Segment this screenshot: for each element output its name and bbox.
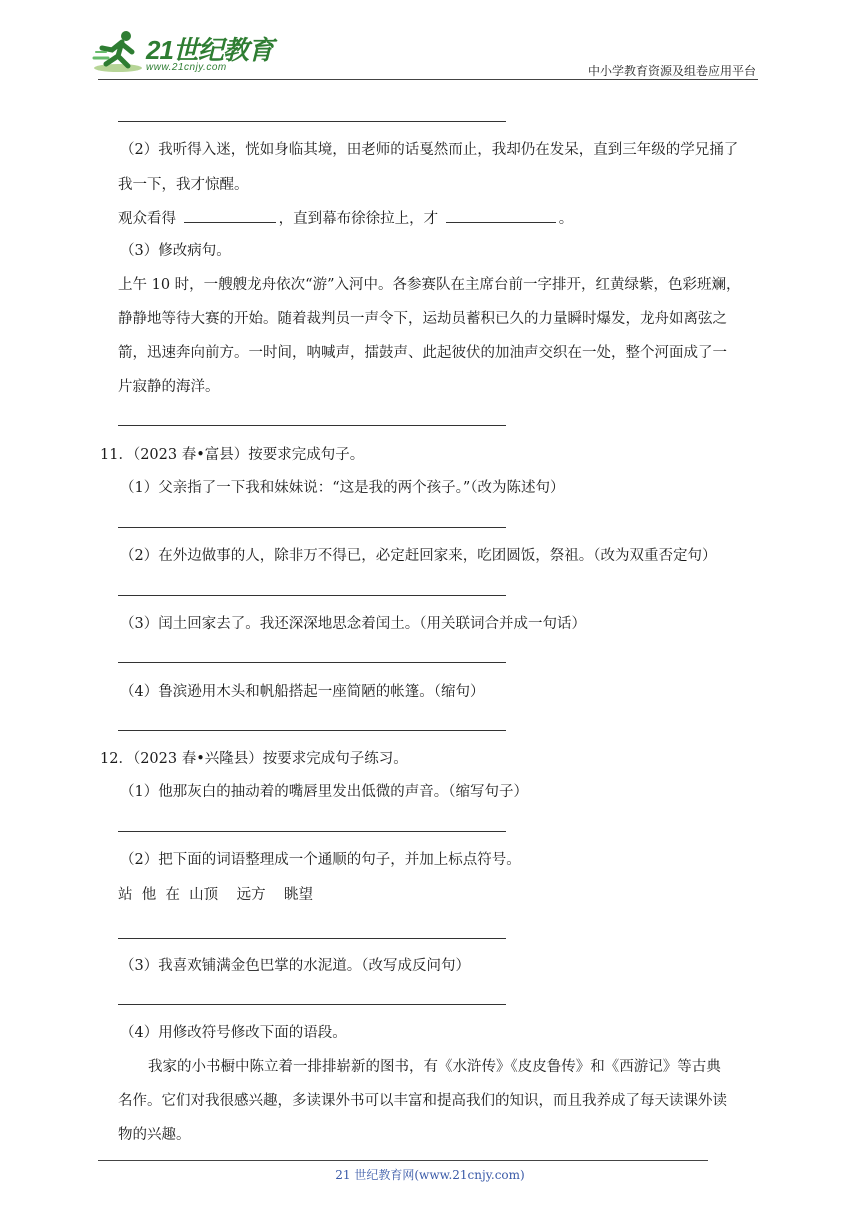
header-divider xyxy=(98,79,758,80)
q12-para-line1: 我家的小书橱中陈立着一排排崭新的图书，有《水浒传》《皮皮鲁传》和《西游记》等古典 xyxy=(148,1059,721,1075)
q10-para-line2: 静静地等待大赛的开始。随着裁判员一声令下，运劫员蓄积已久的力量瞬时爆发，龙舟如离弦之 xyxy=(118,311,727,327)
site-logo[interactable] xyxy=(92,28,273,78)
fill-text-a: 观众看得 xyxy=(118,211,176,227)
footer-divider xyxy=(98,1160,708,1161)
answer-line[interactable] xyxy=(118,595,506,596)
answer-line[interactable] xyxy=(118,1004,506,1005)
answer-line[interactable] xyxy=(118,831,506,832)
q11-sub1: （1）父亲指了一下我和妹妹说：“这是我的两个孩子。”（改为陈述句） xyxy=(120,480,565,496)
footer-link[interactable]: 21 世纪教育网(www.21cnjy.com) xyxy=(335,1168,525,1182)
page-header xyxy=(0,0,860,85)
answer-line[interactable] xyxy=(118,121,506,122)
q12-title: 12．（2023 春•兴隆县）按要求完成句子练习。 xyxy=(100,751,408,767)
runner-logo-icon xyxy=(92,28,146,74)
q12-sub2: （2）把下面的词语整理成一个通顺的句子，并加上标点符号。 xyxy=(120,852,521,868)
q11-sub3: （3）闰土回家去了。我还深深地思念着闰土。（用关联词合并成一句话） xyxy=(120,616,586,632)
q10-para-line1: 上午 10 时，一艘艘龙舟依次“游”入河中。各参赛队在主席台前一字排开，红黄绿紫，色彩班斓， xyxy=(118,277,741,293)
q12-para-line3: 物的兴趣。 xyxy=(118,1127,191,1143)
answer-line[interactable] xyxy=(118,662,506,663)
q11-sub4: （4）鲁滨逊用木头和帆船搭起一座简陋的帐篷。（缩句） xyxy=(120,684,485,700)
q10-para-line3: 箭，迅速奔向前方。一时间，呐喊声，擂鼓声、此起彼伏的加油声交织在一处，整个河面成了一 xyxy=(118,345,727,361)
q10-sub2-line1: （2）我听得入迷，恍如身临其境，田老师的话戛然而止，我却仍在发呆，直到三年级的学兄捅了 xyxy=(120,142,739,158)
q12-para-line2: 名作。它们对我很感兴趣，多读课外书可以丰富和提高我们的知识，而且我养成了每天读课外读 xyxy=(118,1093,727,1109)
fill-blank-1[interactable] xyxy=(184,208,276,223)
fill-text-b: ，直到幕布徐徐拉上，才 xyxy=(278,211,439,227)
q10-sub3: （3）修改病句。 xyxy=(120,243,231,259)
q10-sub2-line2: 我一下，我才惊醒。 xyxy=(118,177,249,193)
logo-text: 21世纪教育 xyxy=(146,35,273,65)
q12-sub4: （4）用修改符号修改下面的语段。 xyxy=(120,1025,347,1041)
fill-blank-2[interactable] xyxy=(446,208,556,223)
fill-text-c: 。 xyxy=(558,211,574,227)
platform-tagline: 中小学教育资源及组卷应用平台 xyxy=(587,64,756,78)
answer-line[interactable] xyxy=(118,425,506,426)
answer-line[interactable] xyxy=(118,730,506,731)
q12-words: 站 他 在 山顶 远方 眺望 xyxy=(118,887,314,903)
q12-sub3: （3）我喜欢铺满金色巴掌的水泥道。（改写成反问句） xyxy=(120,958,470,974)
q12-sub1: （1）他那灰白的抽动着的嘴唇里发出低微的声音。（缩写句子） xyxy=(120,784,528,800)
logo-url: www.21cnjy.com xyxy=(146,62,227,73)
q10-fill-sentence xyxy=(118,208,573,229)
q11-title: 11．（2023 春•富县）按要求完成句子。 xyxy=(100,447,365,463)
answer-line[interactable] xyxy=(118,527,506,528)
q10-para-line4: 片寂静的海洋。 xyxy=(118,379,220,395)
answer-line[interactable] xyxy=(118,938,506,939)
q11-sub2: （2）在外边做事的人，除非万不得已，必定赶回家来，吃团圆饭，祭祖。（改为双重否定句） xyxy=(120,548,717,564)
